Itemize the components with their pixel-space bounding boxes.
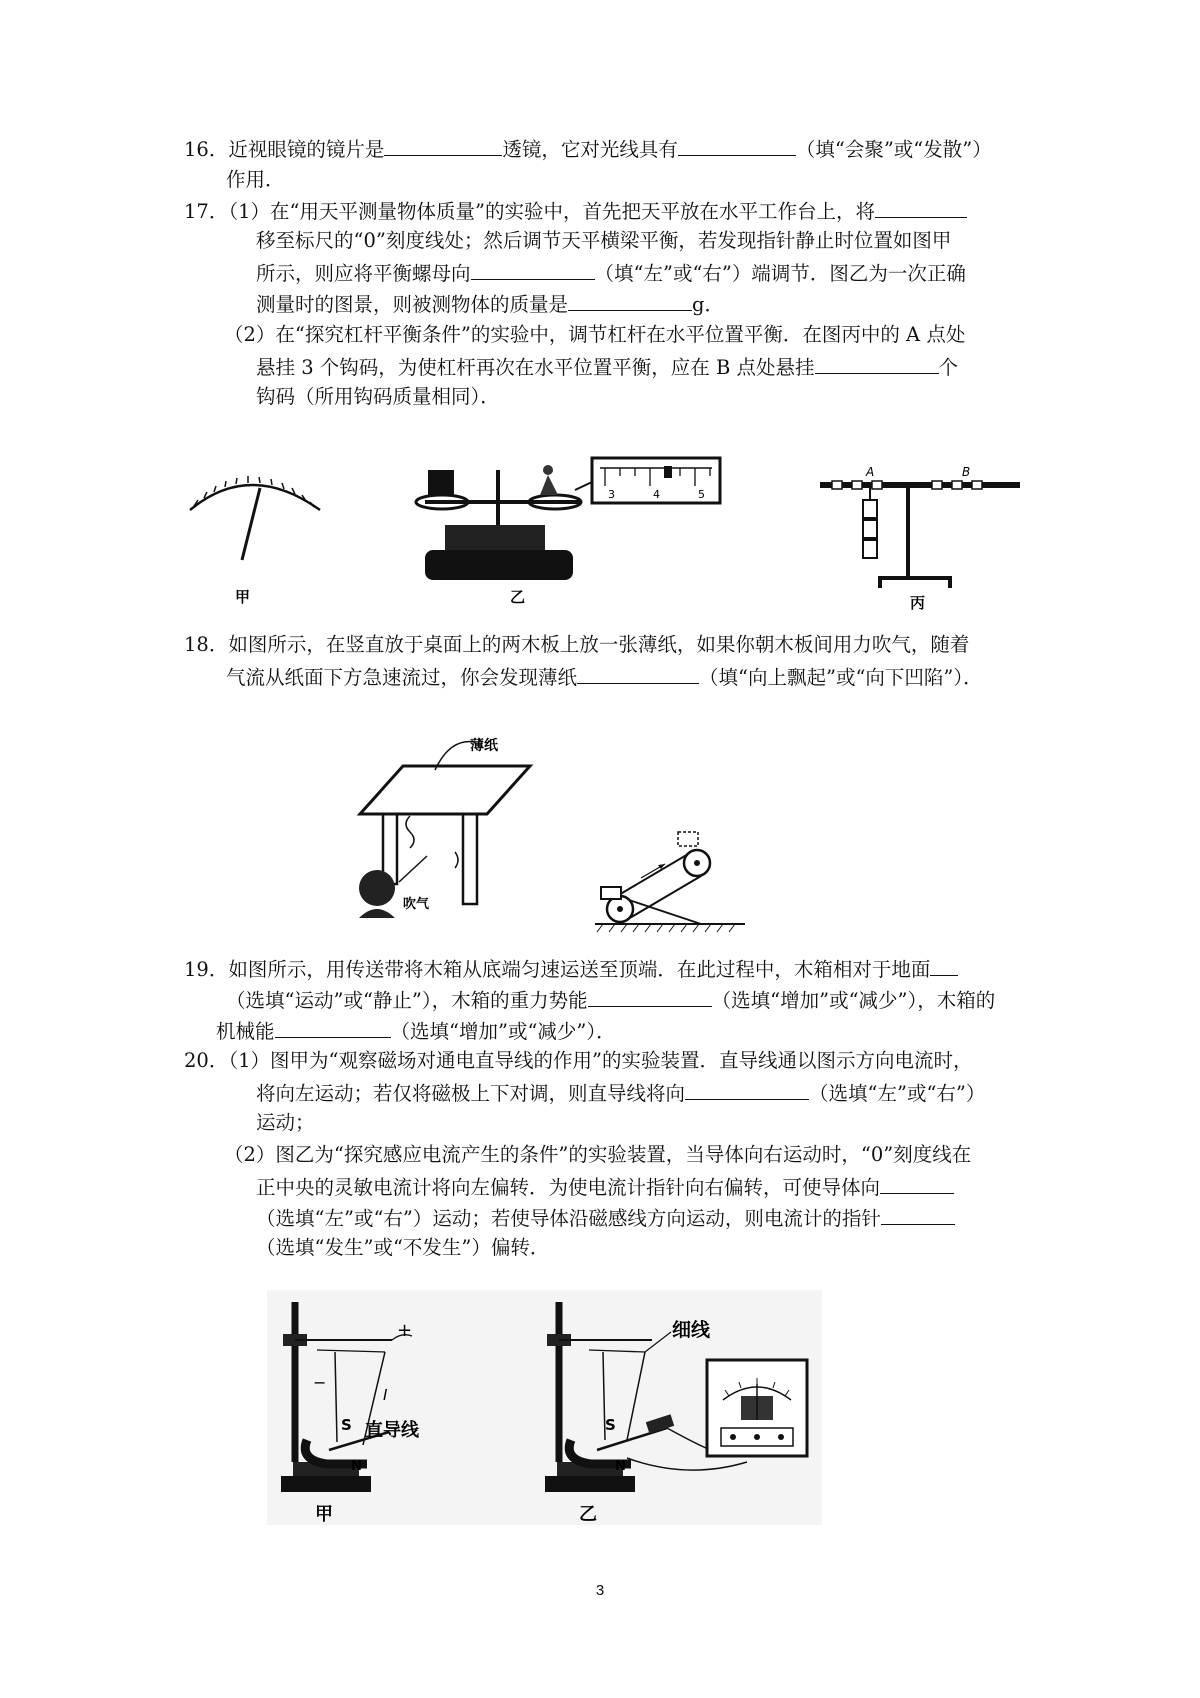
q17-line-1 — [184, 195, 967, 227]
q17-text: 所示，则应将平衡螺母向 — [256, 262, 471, 285]
q16-number: 16． — [184, 138, 229, 161]
q19-text: 如图所示，用传送带将木箱从底端匀速运送至顶端．在此过程中，木箱相对于地面 — [228, 958, 931, 981]
q18-number: 18． — [184, 633, 229, 656]
q20-line-3 — [256, 1108, 315, 1138]
q17-text: 悬挂 3 个钩码，为使杠杆再次在水平位置平衡，应在 B 点处悬挂 — [256, 356, 815, 379]
q18-line-2 — [226, 661, 983, 693]
scale-number: 4 — [653, 488, 660, 501]
q20-blank-3[interactable] — [881, 1202, 955, 1225]
q20-text: 图甲为“观察磁场对通电直导线的作用”的实验装置．直导线通以图示方向电流时， — [270, 1049, 973, 1072]
q18-blank-1[interactable] — [577, 661, 699, 684]
q17-text: 测量时的图景，则被测物体的质量是 — [256, 293, 569, 316]
q19-text: 机械能 — [216, 1020, 275, 1043]
q20-text: 正中央的灵敏电流计将向左偏转．为使电流计指针向右偏转，可使导体向 — [256, 1176, 881, 1199]
plus-label: + — [397, 1320, 413, 1341]
q17-text: g． — [692, 293, 724, 316]
q20-text: 运动； — [256, 1111, 315, 1134]
wire-label: 直导线 — [365, 1420, 419, 1441]
q20-text: （选填“左”或“右”） — [809, 1082, 986, 1105]
q17-text: 钩码（所用钩码质量相同）． — [256, 385, 500, 408]
balance-figure — [416, 458, 720, 606]
q17-part-label: （2） — [224, 323, 276, 346]
q17-line-3 — [256, 257, 966, 289]
q20-part-label: （2） — [224, 1143, 276, 1166]
q17-line-7 — [256, 382, 500, 412]
fig-label-jia: 甲 — [235, 588, 251, 606]
q18-text: （填“向上飘起”或“向下凹陷”）． — [699, 666, 983, 689]
q17-figures — [180, 440, 1040, 615]
dial-figure — [190, 476, 320, 606]
lever-point-b: B — [962, 465, 971, 479]
paper-figure — [359, 737, 530, 918]
q17-blank-1[interactable] — [875, 195, 967, 218]
thread-label: 细线 — [672, 1319, 711, 1341]
page-number: 3 — [595, 1582, 605, 1599]
q20-text: （选填“发生”或“不发生”）偏转． — [256, 1236, 550, 1259]
q19-blank-2[interactable] — [588, 984, 712, 1007]
q20-number: 20． — [184, 1049, 229, 1072]
q17-blank-4[interactable] — [815, 351, 939, 374]
q17-text: 在“探究杠杆平衡条件”的实验中，调节杠杆在水平位置平衡．在图丙中的 A 点处 — [275, 323, 966, 346]
fig-label-jia: 甲 — [315, 1504, 333, 1525]
scale-number: 3 — [608, 488, 615, 501]
dial-pointer — [242, 488, 260, 560]
q20-line-2 — [256, 1077, 985, 1109]
q18-q19-figures — [355, 728, 745, 938]
q17-text: （填“左”或“右”）端调节．图乙为一次正确 — [594, 262, 966, 285]
q20-figures — [267, 1290, 822, 1525]
q17-text: 个 — [938, 356, 959, 379]
q16-text: 透镜，它对光线具有 — [502, 138, 678, 161]
q16-text: （填“会聚”或“发散”） — [795, 138, 992, 161]
q20-line-1 — [184, 1046, 972, 1076]
q16-blank-1[interactable] — [384, 133, 502, 156]
q17-line-2 — [256, 226, 951, 256]
q19-text: （选填“运动”或“静止”），木箱的重力势能 — [226, 989, 588, 1012]
fig-label-yi: 乙 — [579, 1504, 597, 1525]
q17-blank-3[interactable] — [568, 288, 692, 311]
q19-number: 19． — [184, 958, 229, 981]
q20-blank-1[interactable] — [685, 1077, 809, 1100]
q20-text: 图乙为“探究感应电流产生的条件”的实验装置，当导体向右运动时，“0”刻度线在 — [275, 1143, 972, 1166]
q19-line-2 — [226, 984, 995, 1016]
q17-text: 在“用天平测量物体质量”的实验中，首先把天平放在水平工作台上，将 — [270, 200, 875, 223]
q20-part-label: （1） — [228, 1049, 270, 1072]
fig-label-bing: 丙 — [910, 594, 926, 612]
current-label: I — [383, 1386, 388, 1404]
q17-line-4 — [256, 288, 724, 320]
n-pole-label: N — [351, 1459, 362, 1474]
lever-figure — [820, 465, 1020, 612]
q17-line-5 — [224, 320, 965, 350]
s-pole-label: S — [605, 1416, 616, 1434]
q18-line-1 — [184, 630, 969, 660]
q20-line-6 — [256, 1202, 955, 1234]
scale-number: 5 — [698, 488, 705, 501]
q20-line-7 — [256, 1233, 549, 1263]
lever-point-a: A — [866, 465, 875, 479]
q17-line-6 — [256, 351, 958, 383]
q20-line-5 — [256, 1171, 954, 1203]
q17-part-label: （1） — [228, 200, 270, 223]
q20-text: （选填“左”或“右”）运动；若使导体沿磁感线方向运动，则电流计的指针 — [256, 1207, 881, 1230]
q20-text: 将向左运动；若仅将磁极上下对调，则直导线将向 — [256, 1082, 686, 1105]
q17-number: 17． — [184, 200, 229, 223]
q19-line-1 — [184, 953, 958, 985]
q19-blank-3[interactable] — [275, 1015, 391, 1038]
q16-text: 作用． — [226, 168, 285, 191]
q19-line-3 — [216, 1015, 616, 1047]
n-pole-label: N — [615, 1459, 626, 1474]
q16-text: 近视眼镜的镜片是 — [228, 138, 385, 161]
q16-blank-2[interactable] — [678, 133, 796, 156]
blow-label: 吹气 — [403, 897, 430, 912]
minus-label: − — [313, 1373, 327, 1392]
q18-text: 如图所示，在竖直放于桌面上的两木板上放一张薄纸，如果你朝木板间用力吹气，随着 — [228, 633, 970, 656]
q19-text: （选填“增加”或“减少”）． — [390, 1020, 616, 1043]
conveyor-figure — [595, 832, 745, 932]
q17-blank-2[interactable] — [471, 257, 595, 280]
paper-label: 薄纸 — [470, 738, 498, 754]
q17-text: 移至标尺的“0”刻度线处；然后调节天平横梁平衡，若发现指针静止时位置如图甲 — [256, 229, 952, 252]
q20-blank-2[interactable] — [880, 1171, 954, 1194]
q19-blank-1[interactable] — [930, 953, 958, 976]
q20-line-4 — [224, 1140, 971, 1170]
s-pole-label: S — [341, 1416, 352, 1434]
fig-label-yi: 乙 — [510, 588, 526, 606]
q19-text: （选填“增加”或“减少”），木箱的 — [711, 989, 996, 1012]
q18-text: 气流从纸面下方急速流过，你会发现薄纸 — [226, 666, 578, 689]
q16-line-1 — [184, 133, 992, 165]
q16-line-2 — [226, 165, 285, 195]
